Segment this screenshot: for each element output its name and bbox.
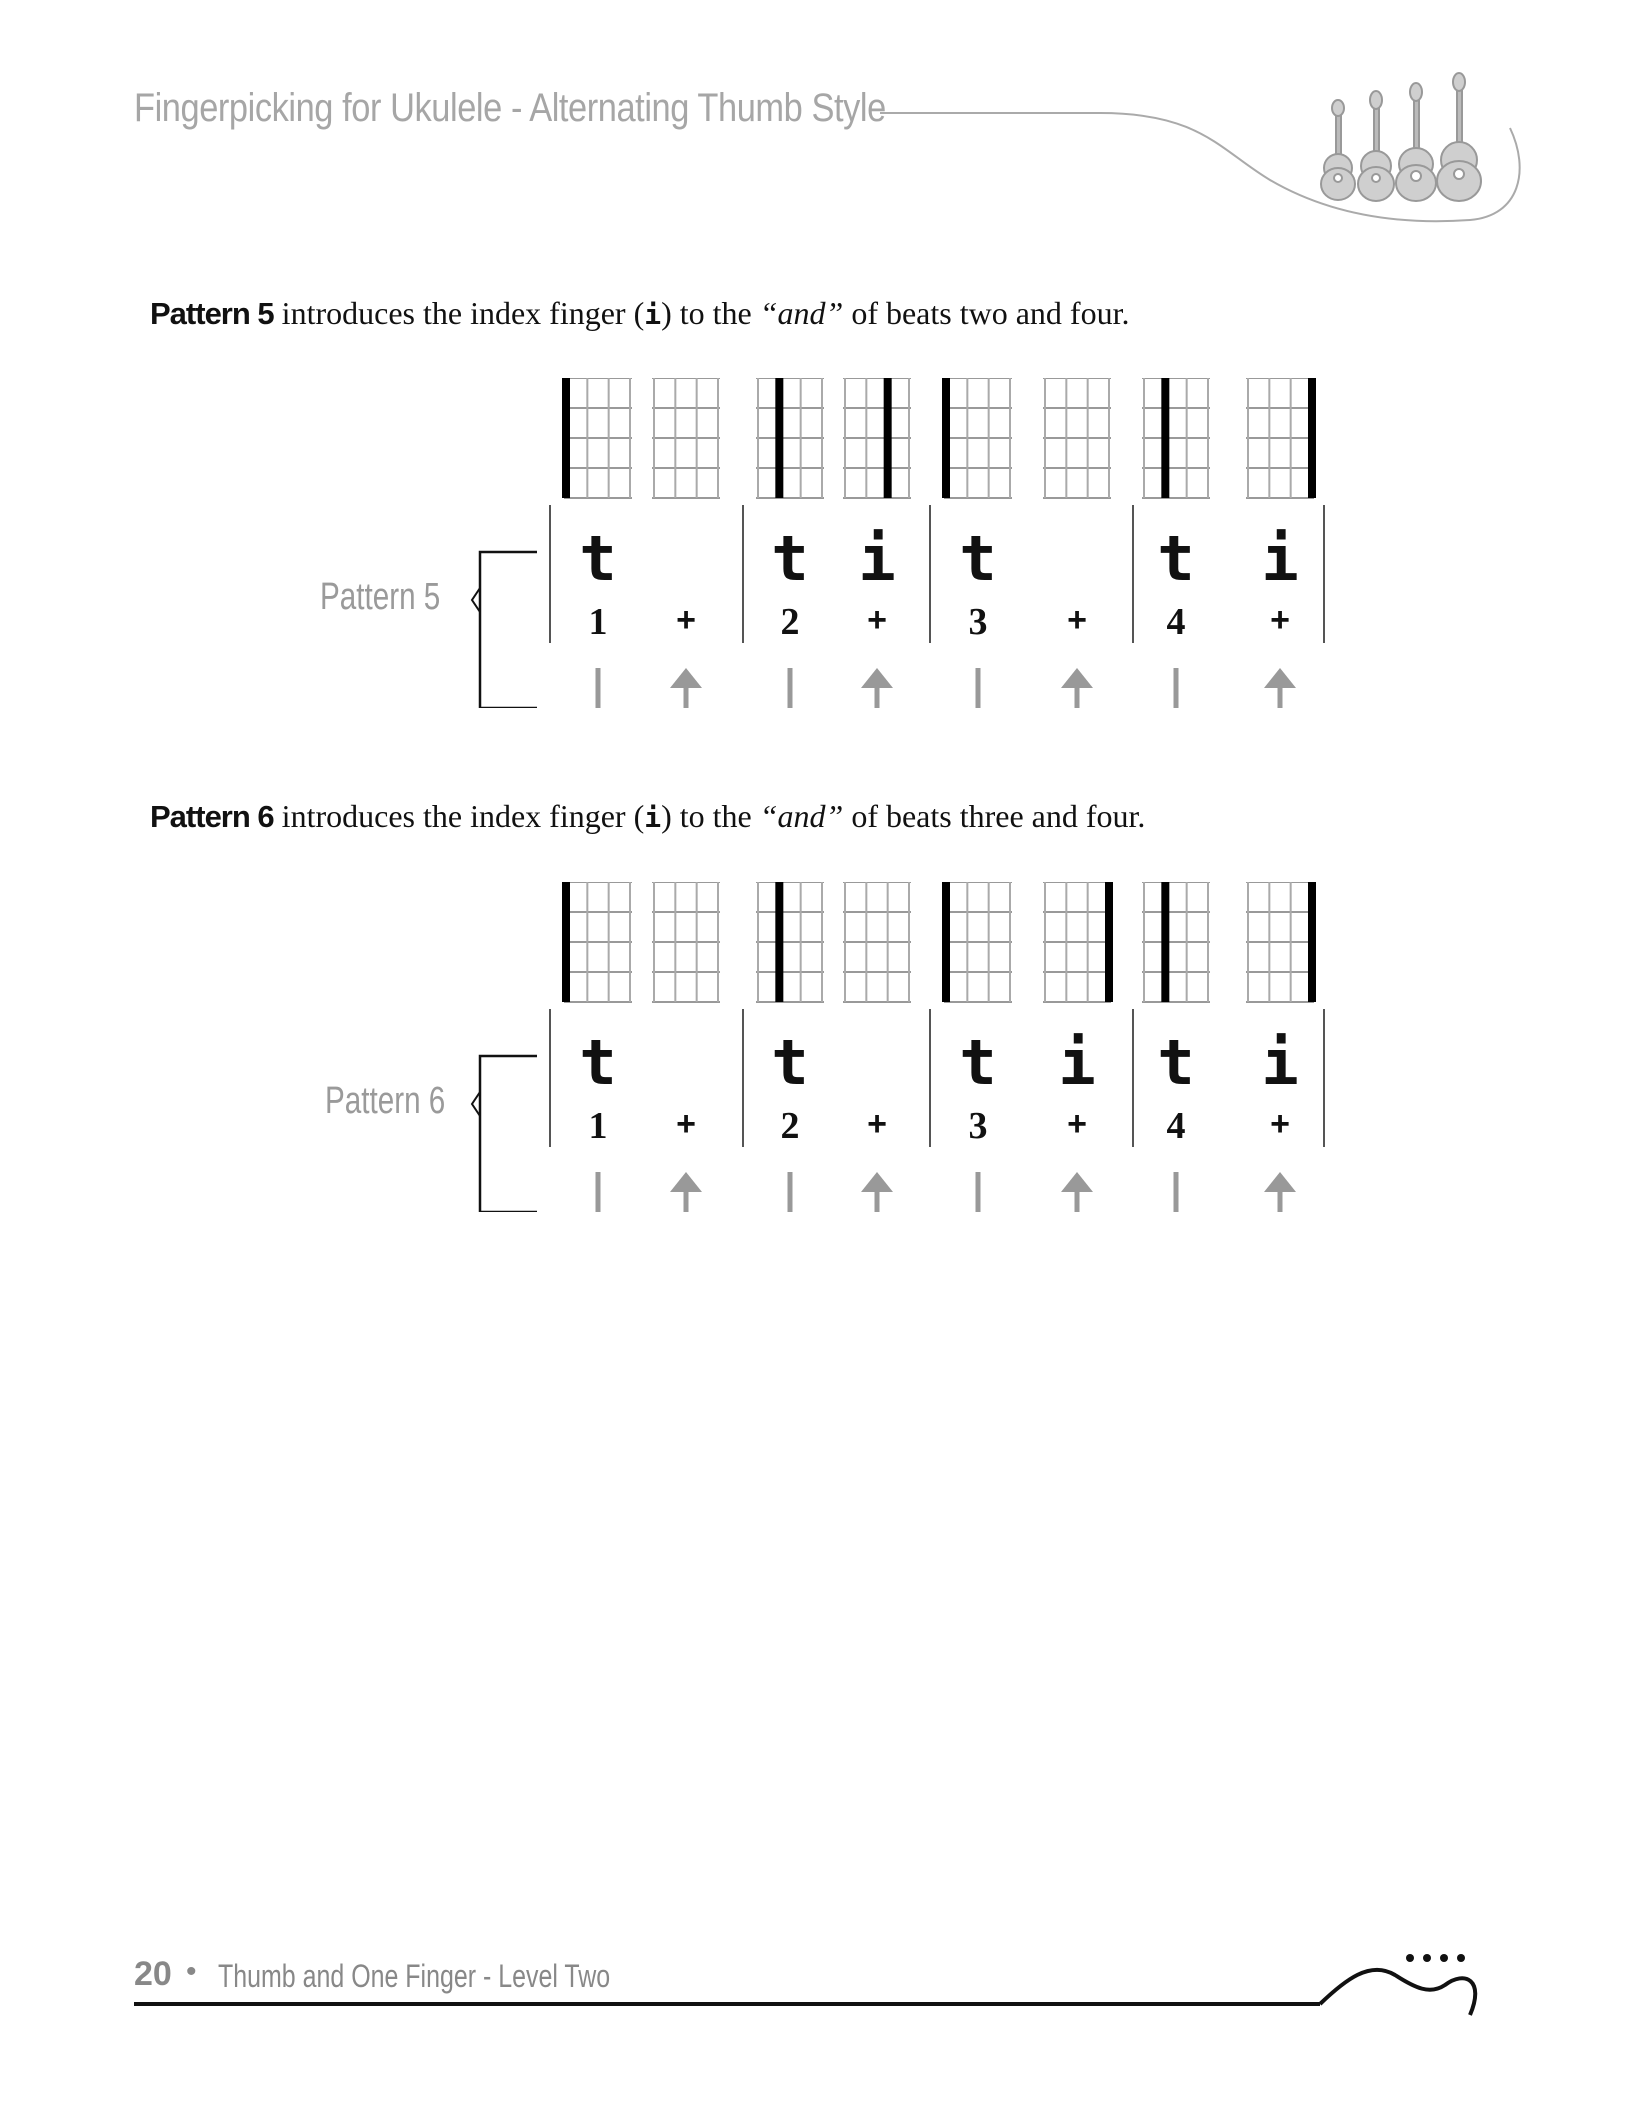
down-arrow-icon [774,668,806,708]
up-arrow-icon [670,1172,702,1212]
thumb-marker: t [771,522,809,595]
pattern-5-intro [150,295,1129,332]
beat-count: + [676,1105,696,1143]
index-finger-symbol: i [644,801,662,834]
intro-text: of beats two and four. [843,295,1130,331]
beat-count: + [867,1105,887,1143]
thumb-marker: t [579,1026,617,1099]
beat-count: + [1067,601,1087,639]
down-arrow-icon [582,1172,614,1212]
beat-count: 1 [588,601,608,643]
string-grid [944,882,1012,1002]
intro-text: ) to the [661,798,760,834]
pattern-6-label: Pattern 6 [325,1080,446,1122]
index-marker: i [1058,1026,1096,1099]
intro-text: of beats three and four. [843,798,1146,834]
pattern-5-intro-bold: Pattern 5 [150,296,274,331]
beat-count: + [867,601,887,639]
down-arrow-icon [1160,1172,1192,1212]
string-grid [1142,378,1210,498]
beat-count: 2 [780,601,800,643]
index-marker: i [1261,522,1299,595]
pattern-6-intro-bold: Pattern 6 [150,799,274,834]
up-arrow-icon [861,1172,893,1212]
thumb-marker: t [771,1026,809,1099]
beat-count: 3 [968,601,988,643]
footer-bullet: • [186,1955,197,1988]
pattern-5-label: Pattern 5 [320,576,441,618]
up-arrow-icon [1264,668,1296,708]
up-arrow-icon [1264,1172,1296,1212]
intro-text: introduces the index finger ( [273,798,645,834]
string-grid [756,882,824,1002]
string-grid [1043,882,1111,1002]
bracket [480,552,537,708]
header-title: Fingerpicking for Ukulele - Alternating Thumb Style [134,86,886,130]
index-marker: i [858,522,896,595]
footer-decoration [0,1940,1632,2020]
intro-emphasis: “and” [759,295,844,331]
pattern-6-intro [150,798,1145,835]
string-grid [1142,882,1210,1002]
up-arrow-icon [670,668,702,708]
thumb-marker: t [959,522,997,595]
index-finger-symbol: i [644,298,662,331]
string-grid [1246,882,1314,1002]
beat-count: + [1270,601,1290,639]
string-grid [1043,378,1111,498]
down-arrow-icon [582,668,614,708]
down-arrow-icon [962,1172,994,1212]
down-arrow-icon [774,1172,806,1212]
thumb-marker: t [1157,1026,1195,1099]
up-arrow-icon [1061,1172,1093,1212]
down-arrow-icon [962,668,994,708]
string-grid [843,378,911,498]
string-grid [756,378,824,498]
beat-count: 4 [1166,601,1186,643]
beat-count: 2 [780,1105,800,1147]
up-arrow-icon [1061,668,1093,708]
ukulele-icon [1321,73,1481,201]
beat-count: + [676,601,696,639]
page-number: 20 [134,1955,172,1993]
down-arrow-icon [1160,668,1192,708]
string-grid [1246,378,1314,498]
thumb-marker: t [1157,522,1195,595]
beat-count: + [1067,1105,1087,1143]
string-grid [843,882,911,1002]
string-grid [564,378,632,498]
string-grid [944,378,1012,498]
bracket [480,1056,537,1212]
up-arrow-icon [861,668,893,708]
beat-count: 1 [588,1105,608,1147]
footer-title: Thumb and One Finger - Level Two [218,1958,611,1994]
intro-text: ) to the [661,295,760,331]
string-grid [652,882,720,1002]
beat-count: + [1270,1105,1290,1143]
string-grid [652,378,720,498]
beat-count: 3 [968,1105,988,1147]
intro-text: introduces the index finger ( [273,295,645,331]
string-grid [564,882,632,1002]
beat-count: 4 [1166,1105,1186,1147]
header-decoration [0,0,1632,260]
intro-emphasis: “and” [759,798,844,834]
thumb-marker: t [579,522,617,595]
thumb-marker: t [959,1026,997,1099]
index-marker: i [1261,1026,1299,1099]
